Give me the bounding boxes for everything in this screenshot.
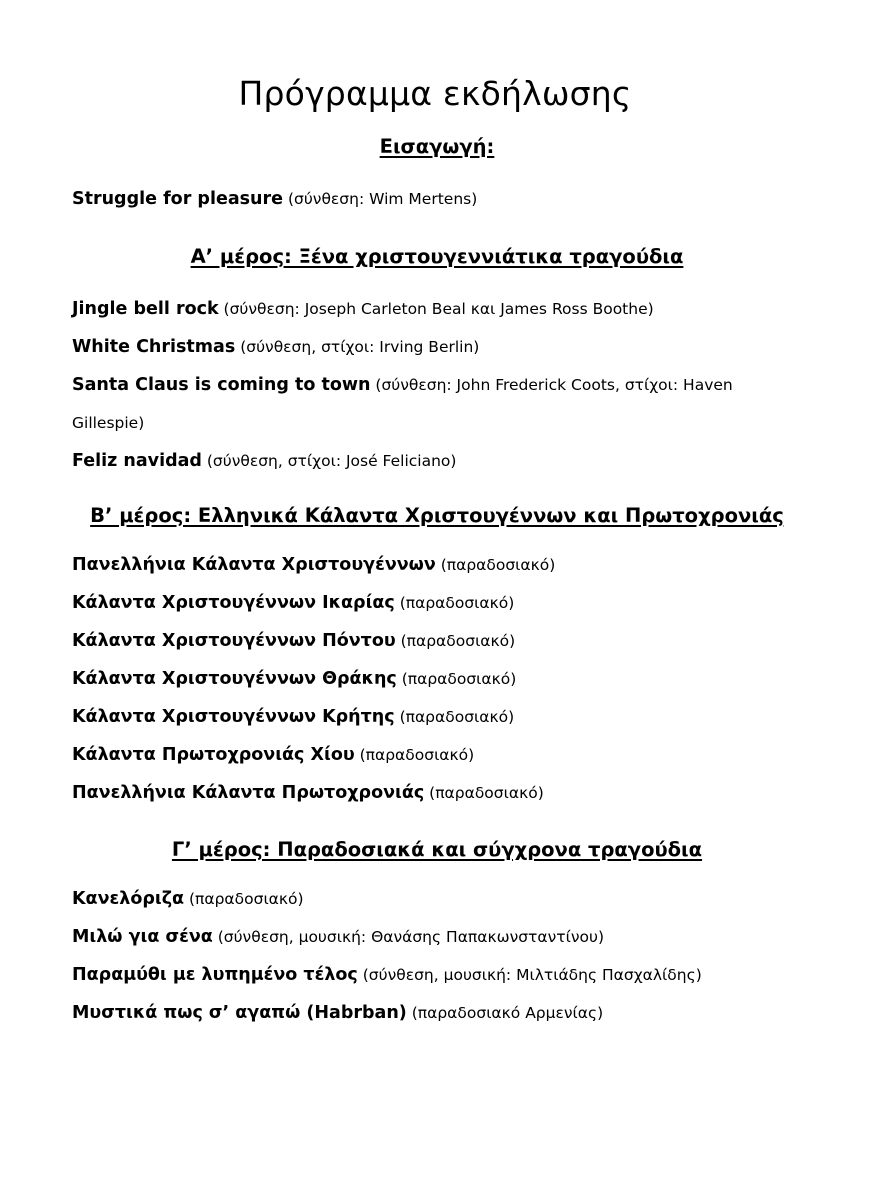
song-list	[72, 546, 802, 812]
list-item	[72, 698, 802, 736]
song-credit: (σύνθεση, στίχοι: Irving Berlin)	[240, 338, 480, 356]
section-heading: Β’ μέρος: Ελληνικά Κάλαντα Χριστουγέννων και Πρωτοχρονιάς	[90, 504, 784, 527]
song-credit: (παραδοσιακό Αρμενίας)	[411, 1004, 604, 1022]
song-title: White Christmas	[72, 337, 236, 357]
page-title: Πρόγραμμα εκδήλωσης	[238, 74, 632, 113]
list-item	[72, 546, 802, 584]
song-title: Κάλαντα Χριστουγέννων Κρήτης	[72, 707, 395, 727]
song-title: Πανελλήνια Κάλαντα Χριστουγέννων	[72, 555, 436, 575]
song-title: Struggle for pleasure	[72, 189, 284, 209]
section-heading: Γ’ μέρος: Παραδοσιακά και σύγχρονα τραγούδια	[171, 838, 703, 861]
list-item	[72, 584, 802, 622]
song-title: Κάλαντα Χριστουγέννων Πόντου	[72, 631, 396, 651]
song-credit: (παραδοσιακό)	[189, 890, 304, 908]
list-item	[72, 290, 802, 328]
list-item	[72, 328, 802, 366]
song-title: Κάλαντα Χριστουγέννων Ικαρίας	[72, 593, 395, 613]
song-credit: (παραδοσιακό)	[429, 784, 544, 802]
song-title: Μυστικά πως σ’ αγαπώ (Habrban)	[72, 1003, 407, 1023]
song-title: Παραμύθι με λυπημένο τέλος	[72, 965, 358, 985]
song-credit: (σύνθεση: Joseph Carleton Beal και James Ross Boothe)	[223, 300, 654, 318]
list-item	[72, 622, 802, 660]
list-item	[72, 366, 802, 442]
section-part-b	[72, 503, 802, 812]
section-heading: Α’ μέρος: Ξένα χριστουγεννιάτικα τραγούδια	[190, 245, 684, 268]
song-credit: (σύνθεση, στίχοι: José Feliciano)	[206, 452, 457, 470]
song-credit: (σύνθεση: John Frederick Coots, στίχοι: Haven Gillespie)	[72, 376, 733, 432]
song-title: Jingle bell rock	[72, 299, 219, 319]
song-title: Κανελόριζα	[72, 889, 185, 909]
section-intro	[72, 134, 802, 218]
section-heading: Εισαγωγή:	[379, 135, 495, 158]
list-item	[72, 994, 802, 1032]
list-item	[72, 918, 802, 956]
song-title: Κάλαντα Χριστουγέννων Θράκης	[72, 669, 397, 689]
song-credit: (παραδοσιακό)	[400, 632, 516, 650]
song-list	[72, 290, 802, 480]
song-credit: (παραδοσιακό)	[440, 556, 556, 574]
song-credit: (σύνθεση, μουσική: Θανάσης Παπακωνσταντίνου)	[217, 928, 604, 946]
song-title: Santa Claus is coming to town	[72, 375, 371, 395]
song-title: Feliz navidad	[72, 451, 202, 471]
song-list	[72, 880, 802, 1032]
list-item	[72, 442, 802, 480]
song-credit: (παραδοσιακό)	[401, 670, 517, 688]
song-credit: (σύνθεση, μουσική: Μιλτιάδης Πασχαλίδης)	[362, 966, 702, 984]
list-item	[72, 956, 802, 994]
song-title: Κάλαντα Πρωτοχρονιάς Χίου	[72, 745, 355, 765]
section-part-a	[72, 244, 802, 480]
song-credit: (παραδοσιακό)	[399, 594, 515, 612]
song-title: Πανελλήνια Κάλαντα Πρωτοχρονιάς	[72, 783, 425, 803]
song-credit: (παραδοσιακό)	[359, 746, 475, 764]
song-credit: (σύνθεση: Wim Mertens)	[287, 190, 478, 208]
section-part-c	[72, 837, 802, 1032]
song-title: Μιλώ για σένα	[72, 927, 213, 947]
song-credit: (παραδοσιακό)	[399, 708, 515, 726]
list-item	[72, 774, 802, 812]
list-item	[72, 660, 802, 698]
song-list	[72, 180, 802, 218]
list-item	[72, 880, 802, 918]
list-item	[72, 736, 802, 774]
list-item	[72, 180, 802, 218]
